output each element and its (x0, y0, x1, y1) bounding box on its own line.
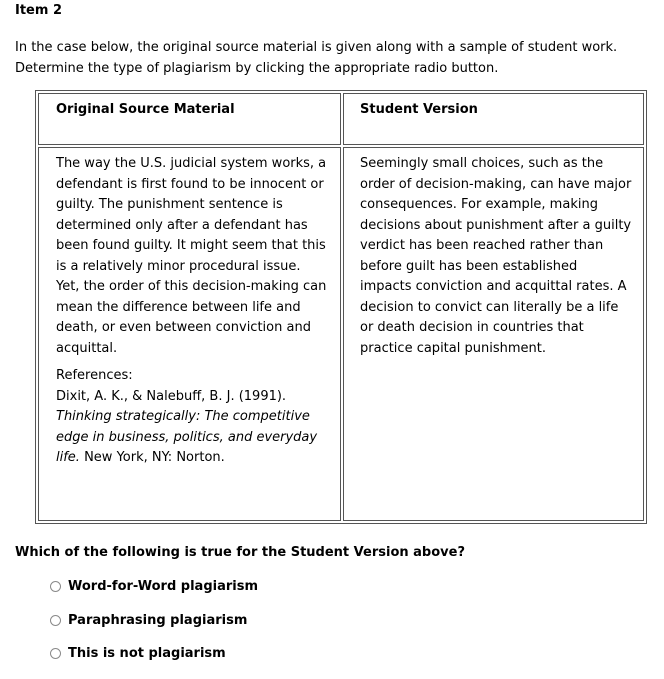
student-header: Student Version (360, 102, 478, 117)
option-label[interactable]: Paraphrasing plagiarism (68, 613, 248, 628)
original-source-cell (38, 147, 341, 521)
reference-book-title: Thinking strategically: The competitive edge in business, politics, and everyday life. (56, 409, 318, 465)
option-not-plagiarism[interactable] (50, 646, 226, 661)
reference-publisher: New York, NY: Norton. (84, 450, 225, 465)
original-header: Original Source Material (56, 102, 235, 117)
question-text: Which of the following is true for the Student Version above? (15, 545, 465, 560)
original-header-cell (38, 93, 341, 145)
option-word-for-word[interactable] (50, 579, 258, 594)
references (56, 366, 328, 469)
case-table (35, 90, 647, 524)
reference-entry (56, 387, 328, 469)
student-version-cell (343, 147, 644, 521)
item-title: Item 2 (15, 3, 62, 18)
student-version-text: Seemingly small choices, such as the order of decision-making, can have major consequences. For example, making decisions about punishment after a guilty verdict has been reached rather than before guilt has been established impacts conviction and acquittal rates. A decision to convict can literally be a life or death decision in countries that practice capital punishment. (360, 156, 632, 356)
radio-button[interactable] (50, 615, 61, 626)
option-paraphrasing[interactable] (50, 613, 247, 628)
reference-authors: Dixit, A. K., & Nalebuff, B. J. (1991). (56, 388, 287, 404)
instructions-text: In the case below, the original source material is given along with a sample of student work. Determine the type of plagiarism by clicking the appropriate radio button. (15, 40, 618, 76)
references-label: References: (56, 368, 133, 383)
radio-button[interactable] (50, 648, 61, 659)
radio-button[interactable] (50, 581, 61, 592)
option-label[interactable]: This is not plagiarism (68, 646, 226, 661)
student-header-cell (343, 93, 644, 145)
option-label[interactable]: Word-for-Word plagiarism (68, 579, 258, 594)
original-source-text: The way the U.S. judicial system works, a defendant is first found to be innocent or guilty. The punishment sentence is determined only after a defendant has been found guilty. It might seem that this is a relatively minor procedural issue. Yet, the order of this decision-making can mean the difference between life and death, or even between conviction and acquittal. (56, 156, 327, 356)
